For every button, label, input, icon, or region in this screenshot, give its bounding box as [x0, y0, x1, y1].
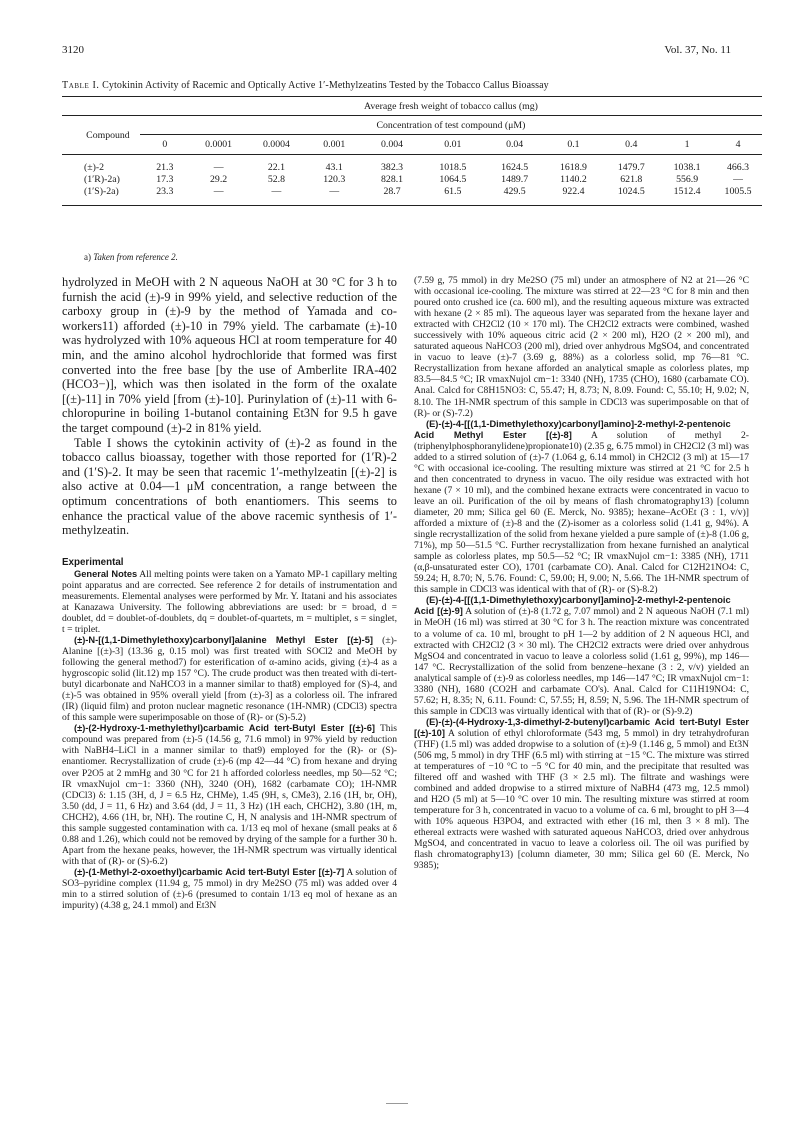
compound-9-text: A solution of (±)-8 (1.72 g, 7.07 mmol) and 2 N aqueous NaOH (7.1 ml) in MeOH (16 ml) was stirred at 30 °C for 3 h. The reaction mixture was concentrated to a volume of ca. 10 ml, brought to pH 1—2 by addition of 2 N aqueous HCl, and extracted with CH2Cl2 (3 × 30 ml). The CH2Cl2 extracts were dried over anhydrous MgSO4 and concentrated in vacuo to leave a colorless solid (1.61 g, 99%), mp 146—147 °C. Recrystallization of the solid from benzene–hexane (3 : 2, v/v) yielded an analytical sample of (±)-9 as colorless needles, mp 146—147 °C; IR νmaxNujol cm−1: 3380 (NH), 1680 (CO2H and carbamate CO's). Anal. Calcd for C11H19NO4: C, 57.62; H, 8.35; N, 6.11. Found: C, 57.55; H, 8.59; N, 5.96. The 1H-NMR spectrum of this sample in CDCl3 was virtually identical with that of (R)- or (S)-9.2): [414, 606, 749, 717]
compound-7-title: (±)-(1-Methyl-2-oxoethyl)carbamic Acid tert-Butyl Ester [(±)-7]: [74, 866, 345, 877]
table-row: [62, 174, 762, 186]
value-cell: 1024.5: [602, 186, 660, 206]
value-cell: 1618.9: [559, 162, 587, 173]
discussion-paragraph-2: Table I shows the cytokinin activity of (±)-2 as found in the tobacco callus bioassay, together with those reported for (1′R)-2 and (1′S)-2. It may be seen that racemic 1′-methylzeatin [(±)-2] is also active at 0.04—1 μM concentration, a range between the optimum concentrations of both enantiomers. This seems to enhance the practical value of the above racemic synthesis of 1′-methylzeatin.: [62, 435, 397, 538]
value-cell: 1479.7: [617, 162, 645, 173]
value-cell: 1140.2: [560, 174, 587, 185]
value-cell: 120.3: [323, 174, 346, 185]
general-notes-paragraph: [62, 569, 397, 635]
concentration-column-header: 1: [660, 135, 714, 155]
value-cell: 1005.5: [714, 186, 762, 206]
table-corner: [62, 97, 140, 116]
compound-header: Compound: [62, 116, 140, 155]
compound-6-title: (±)-(2-Hydroxy-1-methylethyl)carbamic Acid tert-Butyl Ester [(±)-6]: [74, 723, 376, 734]
concentration-column-header: 0.001: [305, 135, 363, 155]
discussion-paragraph-1: hydrolyzed in MeOH with 2 N aqueous NaOH at 30 °C for 3 h to furnish the acid (±)-9 in 99% yield, and selective reduction of the carboxy group in (±)-9 by the method of Yamada and co-workers11) afforded (±)-10 in 79% yield. The carbamate (±)-10 was hydrolyzed with 10% aqueous HCl at room temperature for 40 min, and the amino alcohol hydrochloride that formed was first converted into the free base [by the use of Amberlite IRA-402 (HCO3−)], which was then isolated in the form of the oxalate [(±)-11] in 70% yield [from (±)-10]. Purinylation of (±)-11 with 6-chloropurine in boiling 1-butanol containing Et3N for 9.5 h gave the target compound (±)-2 in 81% yield.: [62, 275, 397, 435]
value-cell: 429.5: [485, 186, 545, 206]
compound-6-text: This compound was prepared from (±)-5 (14.56 g, 71.6 mmol) in 97% yield by reduction with NaBH4–LiCl in a manner similar to that9) employed for the (R)- or (S)-enantiomer. Recrystallization of crude (±)-6 (mp 42—44 °C) from hexane and drying over P2O5 at 2 mmHg and 30 °C for 21 h afforded colorless needles, mp 50—52 °C; IR νmaxNujol cm−1: 3360 (NH), 3240 (OH), 1682 (carbamate CO); 1H-NMR (CDCl3) δ: 1.15 (3H, d, J = 6.5 Hz, CHMe), 1.45 (9H, s, CMe3), 2.16 (1H, br, OH), 3.50 (dd, J = 11, 6 Hz) and 3.64 (dd, J = 11, 3 Hz) (1H each, CHCH2), 3.80 (1H, m, CHCH2), 4.66 (1H, br, NH). The routine C, H, N analysis and 1H-NMR spectrum of this sample suggested contamination with ca. 1/13 eq mol of hexane (small peaks at δ 0.88 and 1.26), which could not be removed by drying of the sample for a further 30 h. Apart from the hexane peaks, however, the 1H-NMR spectrum was virtually identical with that of (R)- or (S)-6.2): [62, 723, 397, 867]
compound-7-continuation: (7.59 g, 75 mmol) in dry Me2SO (75 ml) under an atmosphere of N2 at 21—26 °C with occasional ice-cooling. The mixture was stirred at 22—23 °C for 8 min and then poured onto crushed ice (ca. 600 ml), and the resulting aqueous mixture was extracted with hexane (2 × 85 ml). The aqueous layer was separated from the hexane layer and extracted with CH2Cl2 (10 × 170 ml). The CH2Cl2 extracts were combined, washed successively with 10% aqueous citric acid (2 × 200 ml), H2O (2 × 200 ml), and saturated aqueous NaHCO3 (200 ml), dried over anhydrous MgSO4, and concentrated in vacuo to leave (±)-7 (3.69 g, 88%) as a colorless solid, mp 76—81 °C. Recrystallization from hexane afforded an analytical smaple as colorless plates, mp 83.5—84.5 °C; IR νmaxNujol cm−1: 3340 (NH), 1735 (CHO), 1680 (carbamate CO). Anal. Calcd for C8H15NO3: C, 55.47; H, 8.73; N, 8.09. Found: C, 55.10; H, 9.02; N, 8.10. The 1H-NMR spectrum of this sample in CDCl3 was superimposable on that of (R)- or (S)-7.2): [414, 275, 749, 419]
compound-7-text: A solution of SO3–pyridine complex (11.94 g, 75 mmol) in dry Me2SO (75 ml) was added over 4 min to a stirred solution of (±)-6 (presumed to contain 1/13 eq mol of hexane as an impurity) (4.38 g, 24.1 mmol) and Et3N: [62, 866, 398, 912]
table-row: [62, 155, 762, 175]
value-cell: —: [248, 186, 306, 206]
left-column: [62, 275, 397, 911]
compound-5-text: (±)-Alanine [(±)-3] (13.36 g, 0.15 mol) was first treated with SOCl2 and MeOH by following the general method7) for esterification of α-amino acids, giving (±)-4 as a hygroscopic solid (lit.12) mp 157 °C). The crude product was then treated with di-tert-butyl dicarbonate and NaHCO3 in a manner similar to that8) employed for (S)-4, and (±)-5 was obtained in 95% overall yield [from (±)-3] as a colorless oil. The infrared (IR) (liquid film) and proton nuclear magnetic resonance (1H-NMR) (CDCl3) spectra of this sample were superimposable on those of (R)- or (S)-5.2): [62, 634, 397, 724]
value-cell: —: [213, 162, 224, 173]
value-cell: 21.3: [156, 162, 174, 173]
value-cell: 22.1: [267, 162, 285, 173]
concentration-column-header: 0.1: [545, 135, 603, 155]
value-cell: 1624.5: [501, 162, 529, 173]
table-footnote: [84, 252, 178, 262]
concentration-column-header: 0.004: [363, 135, 421, 155]
value-cell: —: [190, 186, 248, 206]
value-cell: —: [305, 186, 363, 206]
concentration-column-header: 0.04: [485, 135, 545, 155]
value-cell: 28.7: [363, 186, 421, 206]
value-cell: 61.5: [421, 186, 485, 206]
compound-10-title: (E)-(±)-(4-Hydroxy-1,3-dimethyl-2-butenyl)carbamic Acid tert-Butyl Ester [(±)-10]: [414, 716, 749, 738]
value-cell: —: [733, 174, 743, 185]
value-cell: 621.8: [620, 174, 643, 185]
compound-9-title: (E)-(±)-4-[[(1,1-Dimethylethoxy)carbonyl]amino]-2-methyl-2-pentenoic Acid [(±)-9]: [414, 595, 731, 617]
value-cell: 17.3: [156, 174, 174, 185]
footnote-text: Taken from reference 2.: [93, 252, 178, 262]
compound-cell: (±)-2: [84, 162, 105, 173]
value-cell: 29.2: [210, 174, 228, 185]
value-cell: 43.1: [325, 162, 343, 173]
general-notes-title: General Notes: [74, 568, 138, 579]
value-cell: 1064.5: [439, 174, 467, 185]
footnote-mark: a): [84, 252, 91, 262]
value-cell: 52.8: [267, 174, 285, 185]
concentration-column-header: 0: [140, 135, 190, 155]
value-cell: 1489.7: [501, 174, 529, 185]
table-caption: [62, 80, 762, 91]
compound-6-paragraph: [62, 723, 397, 867]
compound-8-paragraph: [414, 419, 749, 596]
compound-7-paragraph: [62, 867, 397, 911]
concentration-column-header: 0.0001: [190, 135, 248, 155]
page-number: 3120: [62, 44, 84, 56]
table-label: Table I.: [62, 80, 100, 91]
value-cell: 1018.5: [439, 162, 467, 173]
cytokinin-table: [62, 96, 762, 206]
page-header: [62, 44, 731, 60]
compound-8-title: (E)-(±)-4-[[(1,1-Dimethylethoxy)carbonyl]amino]-2-methyl-2-pentenoic Acid Methyl Ester [(±)-8]: [414, 418, 731, 440]
value-cell: 556.9: [676, 174, 699, 185]
compound-8-text: A solution of methyl 2-(triphenylphosphoranylidene)propionate10) (2.35 g, 6.75 mmol) in CH2Cl2 (3 ml) was added to a stirred solution of (±)-7 (1.064 g, 6.14 mmol) in CH2Cl2 (3 ml) at 15—17 °C with occasional ice-cooling. The resulting mixture was stirred at 21 °C for 2.5 h and then concentrated to dryness in vacuo. The oily residue was extracted with hot hexane (7 × 10 ml), and the combined hexane extracts were concentrated in vacuo to leave an oil. Purification of the oil by means of flash chromatography13) [column diameter, 20 mm; Silica gel 60 (E. Merck, No. 9385); hexane–AcOEt (3 : 1, v/v)] afforded a mixture of (±)-8 and the (Z)-isomer as a colorless solid (1.41 g, 94%). A single recrystallization of the solid from hexane yielded a pure sample of (±)-8 (1.06 g, 71%), mp 50—51.5 °C. Further recrystallization from hexane furnished an analytical sample as colorless plates, mp 50.5—52 °C; IR νmaxNujol cm−1: 3385 (NH), 1711 (α,β-unsaturated ester CO), 1701 (carbamate CO). Anal. Calcd for C12H21NO4: C, 59.24; H, 8.70; N, 5.76. Found: C, 59.00; H, 9.00; N, 5.66. The 1H-NMR spectrum of this sample in CDCl3 was identical with that of (R)- or (S)-8.2): [414, 429, 749, 596]
experimental-heading: Experimental: [62, 556, 124, 568]
value-cell: 828.1: [381, 174, 404, 185]
page-bottom-rule: [386, 1103, 408, 1104]
concentration-column-header: 0.01: [421, 135, 485, 155]
value-cell: 23.3: [140, 186, 190, 206]
general-notes-text: All melting points were taken on a Yamato MP-1 capillary melting point apparatus and are corrected. See reference 2 for details of instrumentation and measurements. Elemental analyses were performed by Mr. Y. Itatani and his associates at Kanazawa University. The following abbreviations are used: br = broad, d = doublet, dd = doublet-of-doublets, dq = doublet-of-quartets, m = multiplet, s = singlet, t = triplet.: [62, 568, 398, 635]
concentration-column-header: 4: [714, 135, 762, 155]
compound-9-paragraph: [414, 595, 749, 717]
compound-10-paragraph: [414, 717, 749, 872]
value-cell: 1512.4: [660, 186, 714, 206]
table-span-header: Average fresh weight of tobacco callus (mg): [140, 97, 762, 116]
value-cell: 466.3: [727, 162, 750, 173]
concentration-header: Concentration of test compound (μM): [140, 116, 762, 135]
compound-cell: (1′S)-2a): [62, 186, 140, 206]
compound-cell: (1′R)-2a): [84, 174, 120, 185]
value-cell: 1038.1: [673, 162, 701, 173]
right-column: [414, 275, 749, 872]
value-cell: 382.3: [381, 162, 404, 173]
table-row: [62, 186, 762, 206]
concentration-column-header: 0.0004: [248, 135, 306, 155]
table-caption-text: Cytokinin Activity of Racemic and Optically Active 1′-Methylzeatins Tested by the Tobacco Callus Bioassay: [102, 80, 549, 91]
concentration-column-header: 0.4: [602, 135, 660, 155]
compound-5-paragraph: [62, 635, 397, 723]
journal-issue: Vol. 37, No. 11: [664, 44, 731, 56]
compound-10-text: A solution of ethyl chloroformate (543 mg, 5 mmol) in dry tetrahydrofuran (THF) (1.5 ml) was added dropwise to a solution of (±)-9 (1.146 g, 5 mmol) and Et3N (506 mg, 5 mmol) in dry THF (6.5 ml) with stirring at −15 °C. The mixture was stirred at temperatures of −10 °C to −5 °C for 40 min, and the precipitate that resulted was filtered off and washed with THF (3 × 2.5 ml). The filtrate and washings were combined and added dropwise to a stirred mixture of NaBH4 (473 mg, 12.5 mmol) and H2O (5 ml) at 5—10 °C over 10 min. The resulting mixture was stirred at room temperature for 3 h, concentrated in vacuo to a volume of ca. 6 ml, brought to pH 3—4 with 10% aqueous H3PO4, and extracted with ether (16 ml, then 3 × 8 ml). The ethereal extracts were washed with saturated aqueous NaHCO3, dried over anhydrous MgSO4, and concentrated in vacuo to leave a colorless oil. The oil was purified by flash chromatography13) [column diameter, 30 mm; Silica gel 60 (E. Merck, No 9385);: [414, 727, 749, 872]
value-cell: 922.4: [545, 186, 603, 206]
compound-5-title: (±)-N-[(1,1-Dimethylethoxy)carbonyl]alanine Methyl Ester [(±)-5]: [74, 634, 373, 645]
